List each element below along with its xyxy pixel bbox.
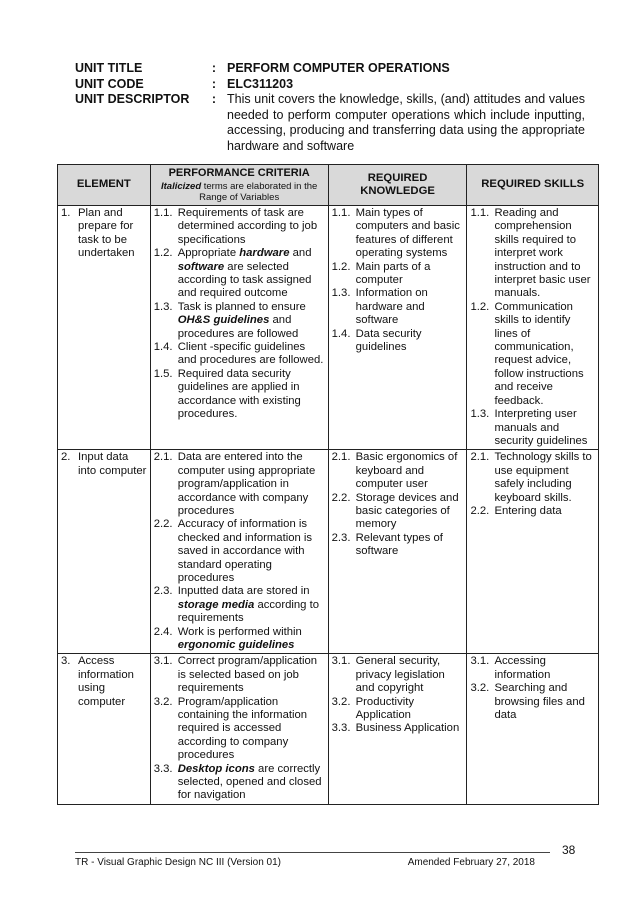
skill-item-text: Reading and comprehension skills required to interpret work instruction and to interpret basic user manuals.	[494, 207, 591, 300]
knowledge-item-number: 1.4.	[331, 327, 351, 340]
knowledge-item-number: 2.3.	[331, 531, 351, 544]
element-number: 3.	[61, 655, 71, 668]
knowledge-item	[332, 655, 464, 695]
criterion-fragment: Appropriate	[177, 247, 240, 260]
knowledge-item-number: 1.3.	[331, 287, 351, 300]
criterion-fragment: are selected according to task assigned and required outcome	[177, 260, 312, 300]
table-body	[58, 206, 599, 805]
header-required-knowledge: REQUIRED KNOWLEDGE	[328, 165, 467, 206]
element-item	[61, 451, 147, 478]
range-term: OH&S guidelines	[177, 314, 270, 327]
criterion-number: 3.1.	[153, 655, 173, 668]
element-number: 1.	[61, 207, 71, 219]
criterion-number: 1.2.	[153, 247, 173, 260]
criterion-item	[154, 247, 325, 301]
skill-item-number: 3.2.	[470, 682, 490, 695]
criterion-text	[178, 368, 325, 422]
criterion-text	[178, 451, 325, 518]
knowledge-item-text: Business Application	[355, 722, 460, 735]
knowledge-item	[332, 451, 464, 491]
header-element: ELEMENT	[58, 165, 151, 206]
element-cell	[58, 450, 151, 654]
knowledge-item-number: 3.1.	[331, 655, 351, 668]
element-text: Access information using computer	[78, 655, 134, 708]
unit-code-label: UNIT CODE	[75, 76, 144, 91]
criterion-item	[154, 301, 325, 341]
criteria-cell	[150, 206, 328, 450]
knowledge-item	[332, 287, 464, 327]
element-item	[61, 655, 147, 709]
knowledge-item-number: 1.1.	[331, 207, 351, 219]
knowledge-cell	[328, 206, 467, 450]
criterion-item	[154, 518, 325, 585]
skill-item-number: 1.3.	[470, 408, 490, 421]
criterion-text	[178, 585, 325, 625]
table-row	[58, 450, 599, 654]
skill-item	[470, 655, 595, 682]
criterion-fragment: Client -specific guidelines and procedures are followed.	[177, 341, 324, 367]
footer-right: Amended February 27, 2018	[407, 857, 535, 868]
table-row	[58, 206, 599, 450]
criterion-item	[154, 696, 325, 763]
criterion-item	[154, 207, 325, 247]
criterion-fragment: Required data security guidelines are applied in accordance with existing procedures.	[177, 367, 301, 421]
unit-descriptor-row	[75, 92, 585, 154]
table-row	[58, 654, 599, 804]
skill-item	[470, 682, 595, 722]
criterion-fragment: according to requirements	[177, 598, 319, 625]
knowledge-item-text: Main parts of a computer	[355, 260, 431, 287]
pc-subtitle	[154, 181, 325, 203]
criterion-number: 1.5.	[153, 367, 173, 380]
criteria-cell	[150, 450, 328, 654]
unit-title-row	[75, 61, 585, 77]
knowledge-item	[332, 328, 464, 355]
criterion-fragment: and procedures are followed	[177, 314, 299, 340]
unit-descriptor-label: UNIT DESCRIPTOR	[75, 92, 190, 106]
page-number: 38	[562, 843, 576, 857]
criterion-item	[154, 655, 325, 695]
skill-item	[470, 505, 595, 518]
skill-item-number: 1.1.	[470, 207, 490, 219]
knowledge-cell	[328, 450, 467, 654]
skill-item-text: Entering data	[494, 504, 562, 517]
range-term: software	[177, 260, 225, 273]
unit-header	[75, 61, 585, 154]
range-term: Desktop icons	[177, 762, 255, 775]
skills-cell	[467, 654, 599, 804]
footer	[75, 857, 535, 868]
skill-item	[470, 451, 595, 505]
criterion-item	[154, 451, 325, 518]
criterion-number: 1.3.	[153, 300, 173, 313]
header-performance-criteria	[150, 165, 328, 206]
criterion-item	[154, 368, 325, 422]
criterion-number: 1.4.	[153, 341, 173, 354]
criterion-text	[178, 763, 325, 803]
skill-item-number: 1.2.	[470, 300, 490, 313]
pc-sub-rest: terms are elaborated in the Range of Variables	[199, 180, 318, 203]
element-number: 2.	[61, 451, 71, 464]
knowledge-item-text: Basic ergonomics of keyboard and computer user	[355, 451, 458, 491]
footer-left: TR - Visual Graphic Design NC III (Version 01)	[75, 857, 282, 868]
element-text: Plan and prepare for task to be undertaken	[78, 207, 135, 260]
skill-item	[470, 301, 595, 408]
criterion-number: 3.2.	[153, 695, 173, 708]
skill-item-number: 2.2.	[470, 504, 490, 517]
knowledge-item	[332, 261, 464, 288]
criterion-number: 2.2.	[153, 518, 173, 531]
colon: :	[211, 61, 217, 75]
pc-title: PERFORMANCE CRITERIA	[168, 167, 310, 180]
criterion-text	[178, 518, 325, 585]
range-term: storage media	[177, 598, 255, 611]
criterion-number: 2.1.	[153, 451, 173, 464]
skills-cell	[467, 206, 599, 450]
pc-sub-emphasis: Italicized	[161, 180, 202, 192]
skill-item-text: Interpreting user manuals and security guidelines	[494, 408, 588, 447]
unit-title-value: PERFORM COMPUTER OPERATIONS	[227, 61, 450, 75]
criterion-fragment: Requirements of task are determined according to job specifications	[177, 207, 318, 246]
knowledge-cell	[328, 654, 467, 804]
criterion-number: 3.3.	[153, 762, 173, 775]
criterion-fragment: Accuracy of information is checked and information is saved in accordance with standard operating procedures	[177, 518, 313, 584]
skill-item-text: Communication skills to identify lines of communication, request advice, follow instructions and receive feedback.	[494, 300, 584, 407]
skill-item-text: Technology skills to use equipment safely including keyboard skills.	[494, 451, 592, 504]
unit-title-label: UNIT TITLE	[75, 61, 143, 75]
range-term: ergonomic guidelines	[177, 639, 295, 651]
unit-descriptor-value: This unit covers the knowledge, skills, (and) attitudes and values needed to perform computer operations which include inputting, accessing, producing and transferring data using the appropriate hardware and software	[227, 92, 585, 153]
element-item	[61, 207, 147, 261]
criterion-fragment: and	[289, 247, 312, 260]
criterion-fragment: Program/application containing the information required is accessed according to company procedures	[177, 695, 308, 762]
criterion-text	[178, 696, 325, 763]
knowledge-item	[332, 532, 464, 559]
criterion-text	[178, 247, 325, 301]
colon: :	[211, 92, 217, 106]
criterion-number: 1.1.	[153, 207, 173, 219]
element-cell	[58, 654, 151, 804]
criterion-text	[178, 655, 325, 695]
knowledge-item-number: 1.2.	[331, 260, 351, 273]
criterion-fragment: Task is planned to ensure	[177, 300, 306, 313]
criterion-text	[178, 626, 325, 653]
criterion-item	[154, 341, 325, 368]
element-cell	[58, 206, 151, 450]
knowledge-item-text: General security, privacy legislation and copyright	[355, 655, 445, 695]
unit-code-value: ELC311203	[227, 76, 294, 91]
skill-item	[470, 408, 595, 448]
criterion-text	[178, 207, 325, 247]
knowledge-item	[332, 722, 464, 735]
knowledge-item-text: Main types of computers and basic features of different operating systems	[355, 207, 460, 260]
knowledge-item	[332, 696, 464, 723]
skill-item	[470, 207, 595, 301]
knowledge-item-number: 3.3.	[331, 722, 351, 735]
skill-item-number: 3.1.	[470, 655, 490, 668]
element-text: Input data into computer	[78, 451, 147, 477]
knowledge-item	[332, 207, 464, 261]
criterion-item	[154, 763, 325, 803]
competency-table	[57, 164, 599, 805]
skill-item-text: Searching and browsing files and data	[494, 682, 585, 722]
criterion-fragment: are correctly selected, opened and closed for navigation	[177, 762, 322, 802]
knowledge-item-number: 2.1.	[331, 451, 351, 464]
header-required-skills: REQUIRED SKILLS	[467, 165, 599, 206]
criterion-fragment: Correct program/application is selected based on job requirements	[177, 655, 318, 695]
colon: :	[211, 76, 217, 91]
criteria-cell	[150, 654, 328, 804]
criterion-item	[154, 585, 325, 625]
unit-code-row	[75, 77, 585, 93]
knowledge-item-number: 3.2.	[331, 695, 351, 708]
knowledge-item-text: Data security guidelines	[355, 327, 422, 354]
criterion-text	[178, 301, 325, 341]
knowledge-item-text: Relevant types of software	[355, 531, 443, 558]
criterion-number: 2.3.	[153, 585, 173, 598]
knowledge-item-number: 2.2.	[331, 491, 351, 504]
knowledge-item-text: Productivity Application	[355, 695, 415, 722]
criterion-number: 2.4.	[153, 625, 173, 638]
knowledge-item-text: Storage devices and basic categories of memory	[355, 491, 459, 531]
knowledge-item-text: Information on hardware and software	[355, 287, 428, 327]
criterion-text	[178, 341, 325, 368]
footer-rule	[75, 852, 550, 853]
table-header-row	[58, 165, 599, 206]
criterion-fragment: Data are entered into the computer using appropriate program/application in accordance with company procedures	[177, 451, 316, 517]
skills-cell	[467, 450, 599, 654]
range-term: hardware	[239, 247, 290, 260]
criterion-item	[154, 626, 325, 653]
skill-item-number: 2.1.	[470, 451, 490, 464]
skill-item-text: Accessing information	[494, 655, 551, 681]
criterion-fragment: Inputted data are stored in	[177, 585, 310, 598]
knowledge-item	[332, 492, 464, 532]
criterion-fragment: Work is performed within	[177, 625, 302, 638]
